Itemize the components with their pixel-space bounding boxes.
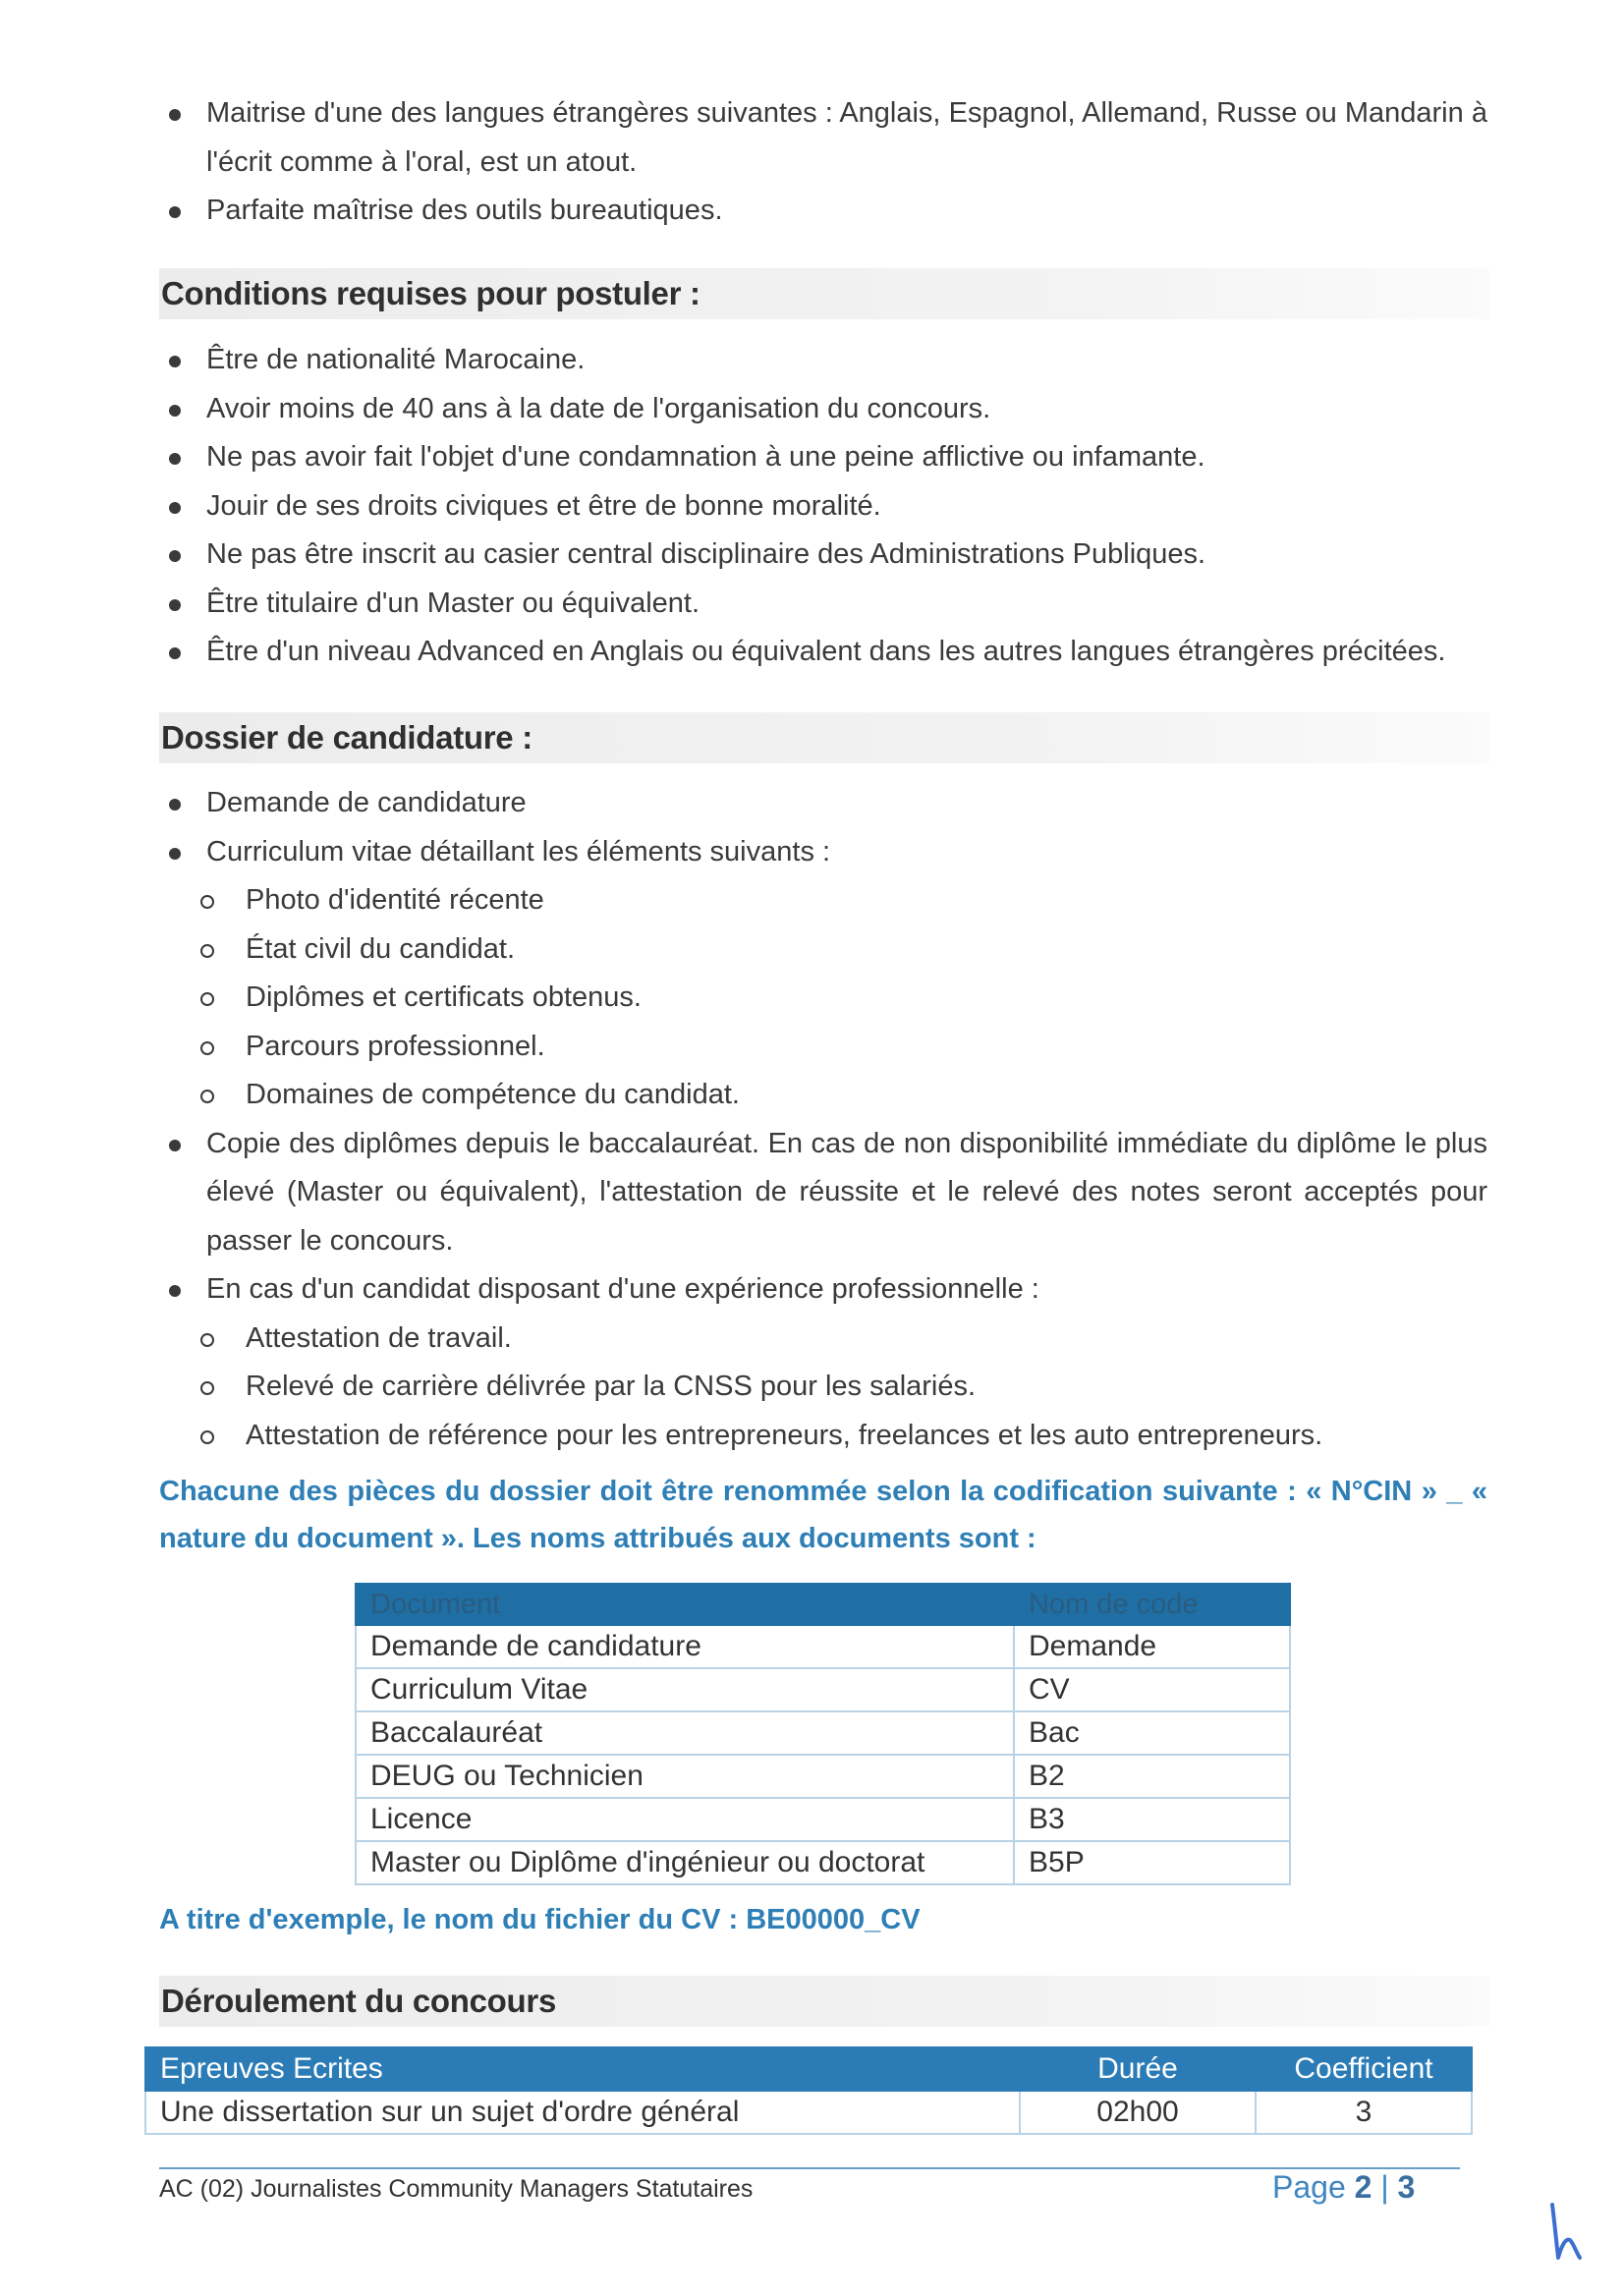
table-row: [356, 1841, 1290, 1884]
naming-note: Chacune des pièces du dossier doit être renommée selon la codification suivante : « N°CIN » _ « nature du document ». Les noms attribués aux documents sont :: [159, 1476, 1487, 1554]
sub-list-item: [159, 925, 1487, 975]
table-cell: Demande de candidature: [356, 1625, 1014, 1668]
page-label: Page: [1272, 2169, 1346, 2205]
bullet-icon: [169, 550, 181, 562]
conditions-list: [159, 336, 1487, 677]
footer-title: AC (02) Journalistes Community Managers Statutaires: [159, 2175, 754, 2203]
list-item-text: Ne pas être inscrit au casier central disciplinaire des Administrations Publiques.: [206, 538, 1206, 570]
bullet-icon: [169, 453, 181, 465]
table-row: [356, 1798, 1290, 1841]
circle-bullet-icon: [200, 1381, 214, 1395]
sub-list-item-text: Photo d'identité récente: [246, 884, 544, 916]
sub-list-item: [159, 974, 1487, 1023]
circle-bullet-icon: [200, 1041, 214, 1055]
page-number: [1272, 2169, 1415, 2206]
list-item-text: Curriculum vitae détaillant les éléments suivants :: [206, 835, 831, 868]
list-item: [159, 1120, 1487, 1266]
table-row: [356, 1711, 1290, 1755]
list-item-text: Ne pas avoir fait l'objet d'une condamnation à une peine afflictive ou infamante.: [206, 441, 1205, 473]
list-item: [159, 482, 1487, 532]
page-current: 2: [1354, 2169, 1372, 2205]
table-header-cell: Coefficient: [1256, 2047, 1472, 2091]
table-cell: B5P: [1014, 1841, 1290, 1884]
list-item-text: Demande de candidature: [206, 787, 527, 818]
exam-table: [144, 2046, 1473, 2135]
sub-list-item-text: Domaines de compétence du candidat.: [246, 1079, 740, 1110]
bullet-icon: [169, 647, 181, 659]
skills-list: [159, 89, 1487, 236]
table-header-cell: Nom de code: [1014, 1584, 1290, 1625]
list-item-text: Avoir moins de 40 ans à la date de l'organisation du concours.: [206, 392, 991, 424]
table-row: [356, 1625, 1290, 1668]
bullet-icon: [169, 405, 181, 417]
table-cell: 02h00: [1020, 2091, 1256, 2134]
conditions-heading: Conditions requises pour postuler :: [159, 268, 1489, 319]
list-item: [159, 628, 1487, 677]
table-cell: Bac: [1014, 1711, 1290, 1755]
list-item: [159, 433, 1487, 482]
sub-list-item: [159, 876, 1487, 925]
table-cell: Licence: [356, 1798, 1014, 1841]
list-item-text: Copie des diplômes depuis le baccalauréat. En cas de non disponibilité immédiate du diplôme le plus élevé (Master ou équivalent), l'attestation de réussite et le relevé des notes seront acceptés pour passer le concours.: [206, 1127, 1487, 1257]
list-item-text: Maitrise d'une des langues étrangères suivantes : Anglais, Espagnol, Allemand, Russe ou Mandarin à l'écrit comme à l'oral, est un atout.: [206, 97, 1487, 178]
list-item: [159, 187, 1487, 236]
sub-list-item: [159, 1363, 1487, 1412]
list-item: [159, 779, 1487, 828]
sub-list-item-text: État civil du candidat.: [246, 932, 516, 965]
table-cell: Demande: [1014, 1625, 1290, 1668]
page-total: 3: [1397, 2169, 1416, 2205]
circle-bullet-icon: [200, 1090, 214, 1103]
sub-list-item-text: Parcours professionnel.: [246, 1030, 545, 1062]
bullet-icon: [169, 206, 181, 218]
list-item: [159, 385, 1487, 434]
list-item: [159, 580, 1487, 629]
table-header-row: [145, 2047, 1472, 2091]
sub-list-item-text: Diplômes et certificats obtenus.: [246, 981, 642, 1013]
table-cell: B3: [1014, 1798, 1290, 1841]
circle-bullet-icon: [200, 1333, 214, 1347]
bullet-icon: [169, 848, 181, 860]
bullet-icon: [169, 599, 181, 611]
footer-divider: [159, 2167, 1460, 2169]
circle-bullet-icon: [200, 895, 214, 909]
list-item: [159, 89, 1487, 187]
list-item-text: Être titulaire d'un Master ou équivalent.: [206, 587, 700, 619]
table-header-cell: Epreuves Ecrites: [145, 2047, 1020, 2091]
sub-list-item-text: Attestation de travail.: [246, 1321, 512, 1354]
table-cell: Baccalauréat: [356, 1711, 1014, 1755]
sub-list-item: [159, 1071, 1487, 1120]
list-item: [159, 336, 1487, 385]
list-item: [159, 531, 1487, 580]
handwritten-mark-icon: [1544, 2201, 1584, 2262]
document-codes-table: [355, 1583, 1291, 1885]
sub-list-item-text: Attestation de référence pour les entrepreneurs, freelances et les auto entrepreneurs.: [246, 1419, 1323, 1451]
list-item-text: Être de nationalité Marocaine.: [206, 344, 586, 375]
table-cell: 3: [1256, 2091, 1472, 2134]
circle-bullet-icon: [200, 944, 214, 958]
table-header-row: [356, 1584, 1290, 1625]
list-item: [159, 828, 1487, 877]
table-header-cell: Durée: [1020, 2047, 1256, 2091]
circle-bullet-icon: [200, 1430, 214, 1444]
bullet-icon: [169, 799, 181, 811]
table-cell: Une dissertation sur un sujet d'ordre général: [145, 2091, 1020, 2134]
sub-list-item: [159, 1023, 1487, 1072]
sub-list-item: [159, 1412, 1487, 1461]
deroulement-heading: Déroulement du concours: [159, 1976, 1489, 2027]
list-item-text: En cas d'un candidat disposant d'une expérience professionnelle :: [206, 1273, 1039, 1305]
bullet-icon: [169, 1285, 181, 1297]
table-row: [356, 1755, 1290, 1798]
list-item: [159, 1265, 1487, 1315]
table-row: [145, 2091, 1472, 2134]
page-separator: |: [1380, 2169, 1389, 2205]
bullet-icon: [169, 502, 181, 514]
bullet-icon: [169, 1140, 181, 1151]
table-cell: B2: [1014, 1755, 1290, 1798]
table-cell: DEUG ou Technicien: [356, 1755, 1014, 1798]
circle-bullet-icon: [200, 992, 214, 1006]
list-item-text: Jouir de ses droits civiques et être de bonne moralité.: [206, 489, 881, 522]
table-cell: Curriculum Vitae: [356, 1668, 1014, 1711]
list-item-text: Parfaite maîtrise des outils bureautiques.: [206, 195, 723, 226]
dossier-heading: Dossier de candidature :: [159, 712, 1489, 763]
table-row: [356, 1668, 1290, 1711]
example-note: A titre d'exemple, le nom du fichier du CV : BE00000_CV: [159, 1904, 921, 1935]
table-cell: CV: [1014, 1668, 1290, 1711]
bullet-icon: [169, 356, 181, 367]
table-header-cell: Document: [356, 1584, 1014, 1625]
bullet-icon: [169, 109, 181, 121]
list-item-text: Être d'un niveau Advanced en Anglais ou équivalent dans les autres langues étrangères précitées.: [206, 636, 1446, 667]
dossier-list: [159, 779, 1487, 1460]
sub-list-item: [159, 1315, 1487, 1364]
table-cell: Master ou Diplôme d'ingénieur ou doctorat: [356, 1841, 1014, 1884]
sub-list-item-text: Relevé de carrière délivrée par la CNSS pour les salariés.: [246, 1371, 977, 1402]
